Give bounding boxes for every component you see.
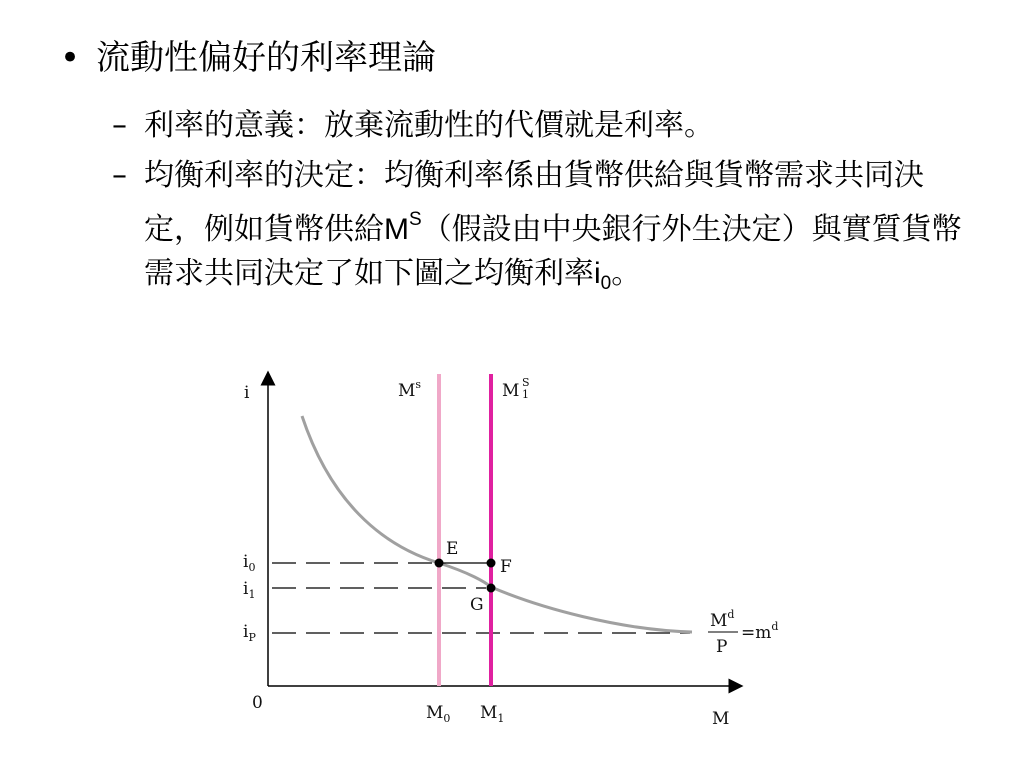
subpoint-text: 利率的意義：放棄流動性的代價就是利率。 <box>144 108 714 143</box>
text-end: 。 <box>611 256 642 291</box>
point-g-label: G <box>470 595 484 615</box>
point-e-label: E <box>446 539 459 559</box>
money-supply-symbol: M <box>384 213 409 246</box>
text-part: （假設由中央銀行外生決定）與實質貨幣需求共同決定了如下圖之均衡利率 <box>144 212 962 291</box>
text-part: 均衡利率的決定：均衡利率係由貨幣供給與貨幣需求共同決定，例如貨幣供給 <box>144 158 924 247</box>
rate-symbol: i <box>594 257 601 290</box>
demand-equals: $=m^d$ <box>741 620 779 643</box>
tick-ip: $i_P$ <box>243 622 256 644</box>
x-axis-label: M <box>712 709 730 729</box>
y-axis-label: i <box>244 383 250 403</box>
tick-m0: $M_0$ <box>426 703 451 725</box>
supply0-label <box>398 378 421 401</box>
bullet-marker: • <box>60 38 81 78</box>
slide-heading: 流動性偏好的利率理論 <box>96 38 436 78</box>
supply1-sub: 1 <box>522 388 529 401</box>
demand-denominator: P <box>716 637 728 657</box>
dash-marker: – <box>112 108 127 143</box>
origin-label: 0 <box>252 693 263 713</box>
supply1-label <box>502 381 519 401</box>
demand-numerator: $M^d$ <box>710 608 735 631</box>
supply1-base: M <box>502 381 520 401</box>
supply0-sup: s <box>415 378 422 391</box>
point-f-label: F <box>500 557 512 577</box>
tick-i1: $i_1$ <box>243 579 256 601</box>
supply0-base: M <box>398 381 416 401</box>
money-demand-curve <box>302 416 692 632</box>
rate-subscript: 0 <box>600 273 612 294</box>
dash-marker: – <box>112 158 127 193</box>
supply1-sup: S <box>522 376 530 389</box>
tick-i0: $i_0$ <box>243 552 256 574</box>
supply-superscript: S <box>409 209 422 230</box>
point-g-marker <box>487 584 496 593</box>
point-f-marker <box>487 559 496 568</box>
tick-m1: $M_1$ <box>480 703 505 725</box>
point-e-marker <box>435 559 444 568</box>
